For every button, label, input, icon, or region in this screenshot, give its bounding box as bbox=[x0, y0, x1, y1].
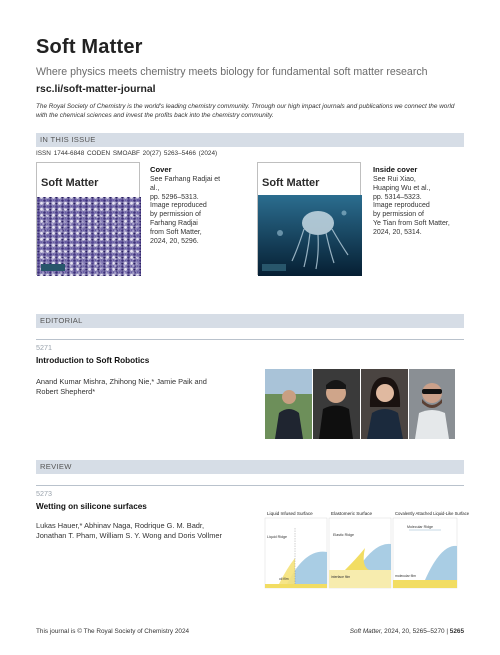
cover-image[interactable] bbox=[36, 162, 140, 275]
review-authors bbox=[36, 521, 222, 540]
editorial-authors bbox=[36, 377, 207, 396]
cover-caption-line: Image reproduced bbox=[150, 202, 207, 210]
cover-caption-line: pp. 5314–5323. bbox=[373, 193, 422, 201]
cover-heading: Cover bbox=[150, 165, 172, 174]
section-bar-in-this-issue bbox=[36, 133, 464, 147]
editorial-title-link[interactable]: Introduction to Soft Robotics bbox=[36, 356, 150, 365]
inside-cover-title: Soft Matter bbox=[262, 177, 320, 189]
journal-title: Soft Matter bbox=[36, 36, 143, 58]
author-line: Anand Kumar Mishra, Zhihong Nie,* Jamie Paik and bbox=[36, 377, 207, 386]
editorial-author-photos bbox=[265, 369, 455, 439]
footer-citation bbox=[320, 628, 464, 635]
rsc-blurb: The Royal Society of Chemistry is the world's leading chemistry community. Through our high impact journals and publications we connect the world with the chemical sciences and invest the profits back into the chemistry community. bbox=[36, 103, 455, 119]
cover-caption-line: Farhang Radjai bbox=[150, 219, 198, 227]
inside-cover-image[interactable] bbox=[257, 162, 361, 275]
cover-caption-line: from Soft Matter, bbox=[150, 228, 202, 236]
section-title-review: REVIEW bbox=[40, 462, 72, 471]
author-line: Lukas Hauer,* Abhinav Naga, Rodrique G. M. Badr, bbox=[36, 521, 205, 530]
issue-info: ISSN 1744-6848 CODEN SMOABF 20(27) 5263–5466 (2024) bbox=[36, 150, 218, 157]
figure-label: Covalently Attached Liquid-Like Surface bbox=[395, 511, 470, 516]
cover-caption-line: by permission of bbox=[373, 211, 424, 219]
footer-copyright: This journal is © The Royal Society of Chemistry 2024 bbox=[36, 628, 190, 635]
figure-label: Elastomeric Surface bbox=[331, 511, 373, 516]
cover-caption-line: See Rui Xiao, bbox=[373, 176, 416, 183]
figure-label: Elastic Ridge bbox=[333, 533, 354, 537]
figure-label: molecular film bbox=[395, 574, 416, 578]
cover-caption-line: 2024, 20, 5314. bbox=[373, 228, 422, 236]
author-line: Robert Shepherd* bbox=[36, 386, 96, 396]
figure-label: Liquid Ridge bbox=[267, 535, 287, 539]
cover-caption bbox=[150, 165, 228, 246]
cover-caption-line: See Farhang Radjai et al., bbox=[150, 176, 221, 192]
figure-label: interface film bbox=[331, 575, 351, 579]
rsc-logo-icon bbox=[262, 264, 286, 271]
figure-label: Molecular Ridge bbox=[407, 525, 433, 529]
section-title-editorial: EDITORIAL bbox=[40, 316, 83, 325]
author-line: Jonathan T. Pham, William S. Y. Wong and Doris Vollmer bbox=[36, 530, 222, 540]
figure-label: Liquid Infused Surface bbox=[267, 511, 313, 516]
inside-cover-heading: Inside cover bbox=[373, 165, 418, 174]
footer-page-number: 5265 bbox=[449, 628, 464, 635]
cover-caption-line: pp. 5296–5313. bbox=[150, 193, 199, 201]
review-title-link[interactable]: Wetting on silicone surfaces bbox=[36, 502, 147, 511]
journal-tagline: Where physics meets chemistry meets biology for fundamental soft matter research bbox=[36, 66, 428, 78]
review-page-number: 5273 bbox=[36, 489, 52, 498]
figure-label: oil film bbox=[279, 577, 289, 581]
cover-caption-line: by permission of bbox=[150, 211, 201, 219]
section-bar-review bbox=[36, 460, 464, 474]
wetting-diagram bbox=[265, 508, 470, 588]
divider bbox=[36, 485, 464, 486]
cover-caption-line: Ye Tian from Soft Matter, bbox=[373, 219, 450, 227]
inside-cover-caption bbox=[373, 165, 465, 238]
cover-caption-line: 2024, 20, 5296. bbox=[150, 237, 199, 245]
section-title-in-this-issue: IN THIS ISSUE bbox=[40, 135, 96, 144]
section-bar-editorial bbox=[36, 314, 464, 328]
journal-url-link[interactable]: rsc.li/soft-matter-journal bbox=[36, 84, 156, 95]
editorial-page-number: 5271 bbox=[36, 343, 52, 352]
cover-caption-line: Image reproduced bbox=[373, 202, 430, 210]
author-portraits bbox=[265, 369, 455, 439]
divider bbox=[36, 339, 464, 340]
footer-citation-rest: 2024, 20, 5265–5270 | bbox=[382, 628, 450, 635]
footer-journal: Soft Matter, bbox=[349, 628, 383, 635]
cover-caption-line: Huaping Wu et al., bbox=[373, 184, 431, 192]
review-figure bbox=[265, 508, 470, 588]
cover-title: Soft Matter bbox=[41, 177, 99, 189]
rsc-logo-icon bbox=[41, 264, 65, 271]
